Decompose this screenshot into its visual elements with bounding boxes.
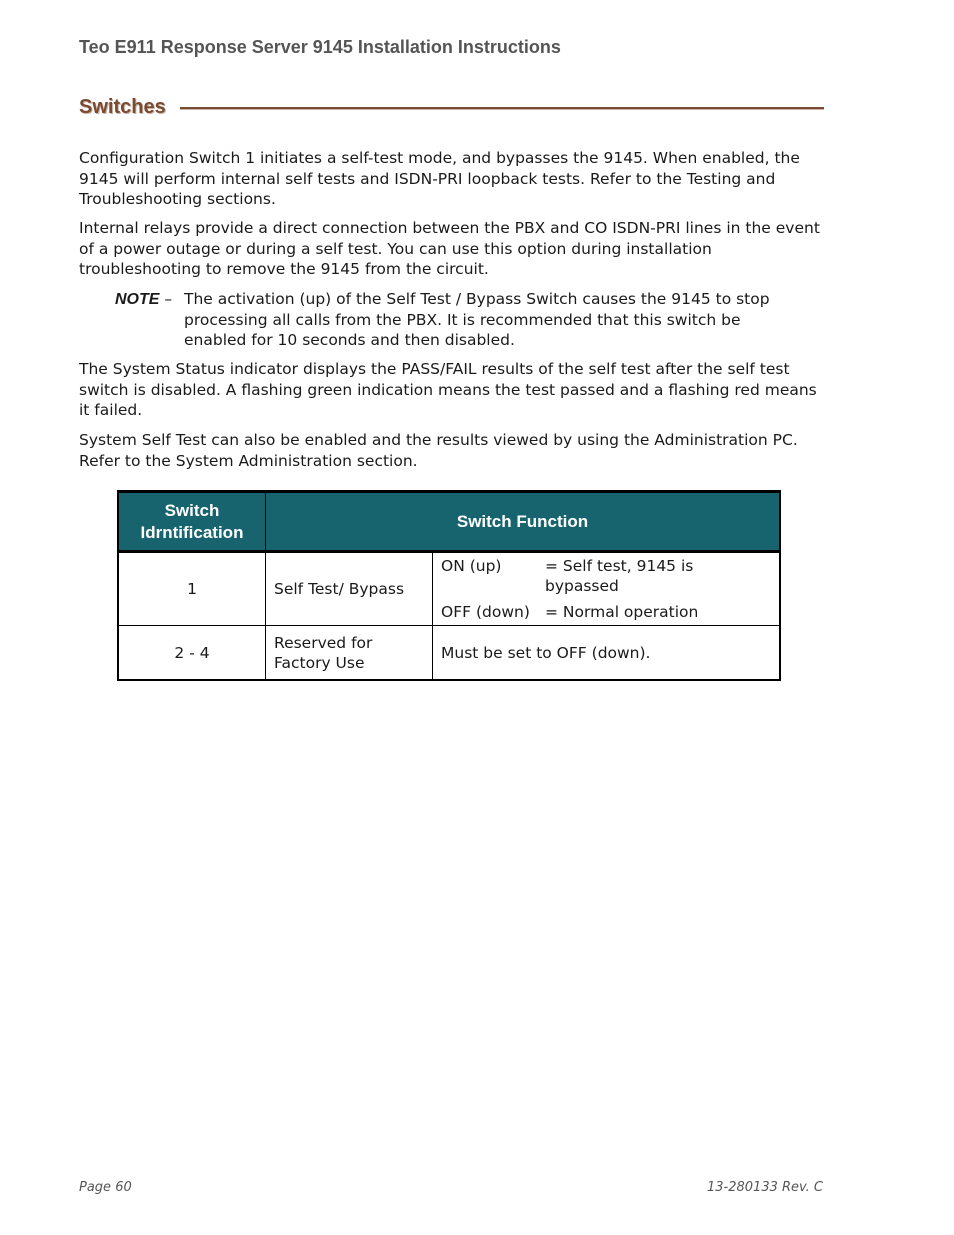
setting-off-value: = Normal operation (545, 603, 699, 621)
note-block (115, 289, 805, 351)
paragraph-configuration-switch: Configuration Switch 1 initiates a self-test mode, and bypasses the 9145. When enabled, the 9145 will perform internal self tests and ISDN-PRI loopback tests. Refer to the Testing and Troubleshooting sections. (79, 149, 800, 208)
section-title: Switches (79, 95, 166, 118)
note-text: The activation (up) of the Self Test / Bypass Switch causes the 9145 to stop processing all calls from the PBX. It is recommended that this switch be enabled for 10 seconds and then disabled. (184, 290, 770, 349)
setting-off (441, 599, 771, 625)
header-id-line2: Idrntification (140, 522, 244, 542)
paragraph-internal-relays: Internal relays provide a direct connection between the PBX and CO ISDN-PRI lines in the event of a power outage or during a self test. You can use this option during installation troubleshooting to remove the 9145 from the circuit. (79, 219, 820, 278)
setting-on-value: = Self test, 9145 is bypassed (545, 557, 694, 595)
header-switch-function: Switch Function (266, 492, 781, 552)
table-row (118, 552, 780, 626)
section-divider (180, 107, 824, 110)
paragraph-self-test-admin: System Self Test can also be enabled and the results viewed by using the Administration PC. Refer to the System Administration section. (79, 431, 798, 470)
cell-switch-setting: Must be set to OFF (down). (433, 626, 781, 681)
table-header-row (118, 492, 780, 552)
note-label-text: NOTE (115, 291, 160, 308)
cell-switch-id: 1 (118, 552, 266, 626)
table-row (118, 626, 780, 681)
note-label (115, 289, 184, 351)
section-heading (79, 93, 824, 121)
cell-name-line2: Factory Use (274, 653, 365, 672)
footer-page-number: Page 60 (79, 1180, 132, 1195)
setting-on-key: ON (up) (441, 557, 502, 575)
footer-doc-number: 13-280133 Rev. C (707, 1180, 823, 1195)
setting-off-key: OFF (down) (441, 603, 530, 621)
header-switch-identification (118, 492, 266, 552)
cell-switch-setting (433, 552, 781, 626)
switch-table (117, 490, 781, 681)
note-dash: – (159, 290, 173, 308)
cell-switch-name: Self Test/ Bypass (266, 552, 433, 626)
cell-switch-id: 2 - 4 (118, 626, 266, 681)
cell-switch-name (266, 626, 433, 681)
cell-name-line1: Reserved for (274, 633, 373, 652)
document-header-title: Teo E911 Response Server 9145 Installation Instructions (79, 37, 561, 57)
setting-on (441, 553, 771, 599)
paragraph-system-status: The System Status indicator displays the PASS/FAIL results of the self test after the self test switch is disabled. A flashing green indication means the test passed and a flashing red means it failed. (79, 360, 817, 419)
header-id-line1: Switch (164, 500, 220, 520)
